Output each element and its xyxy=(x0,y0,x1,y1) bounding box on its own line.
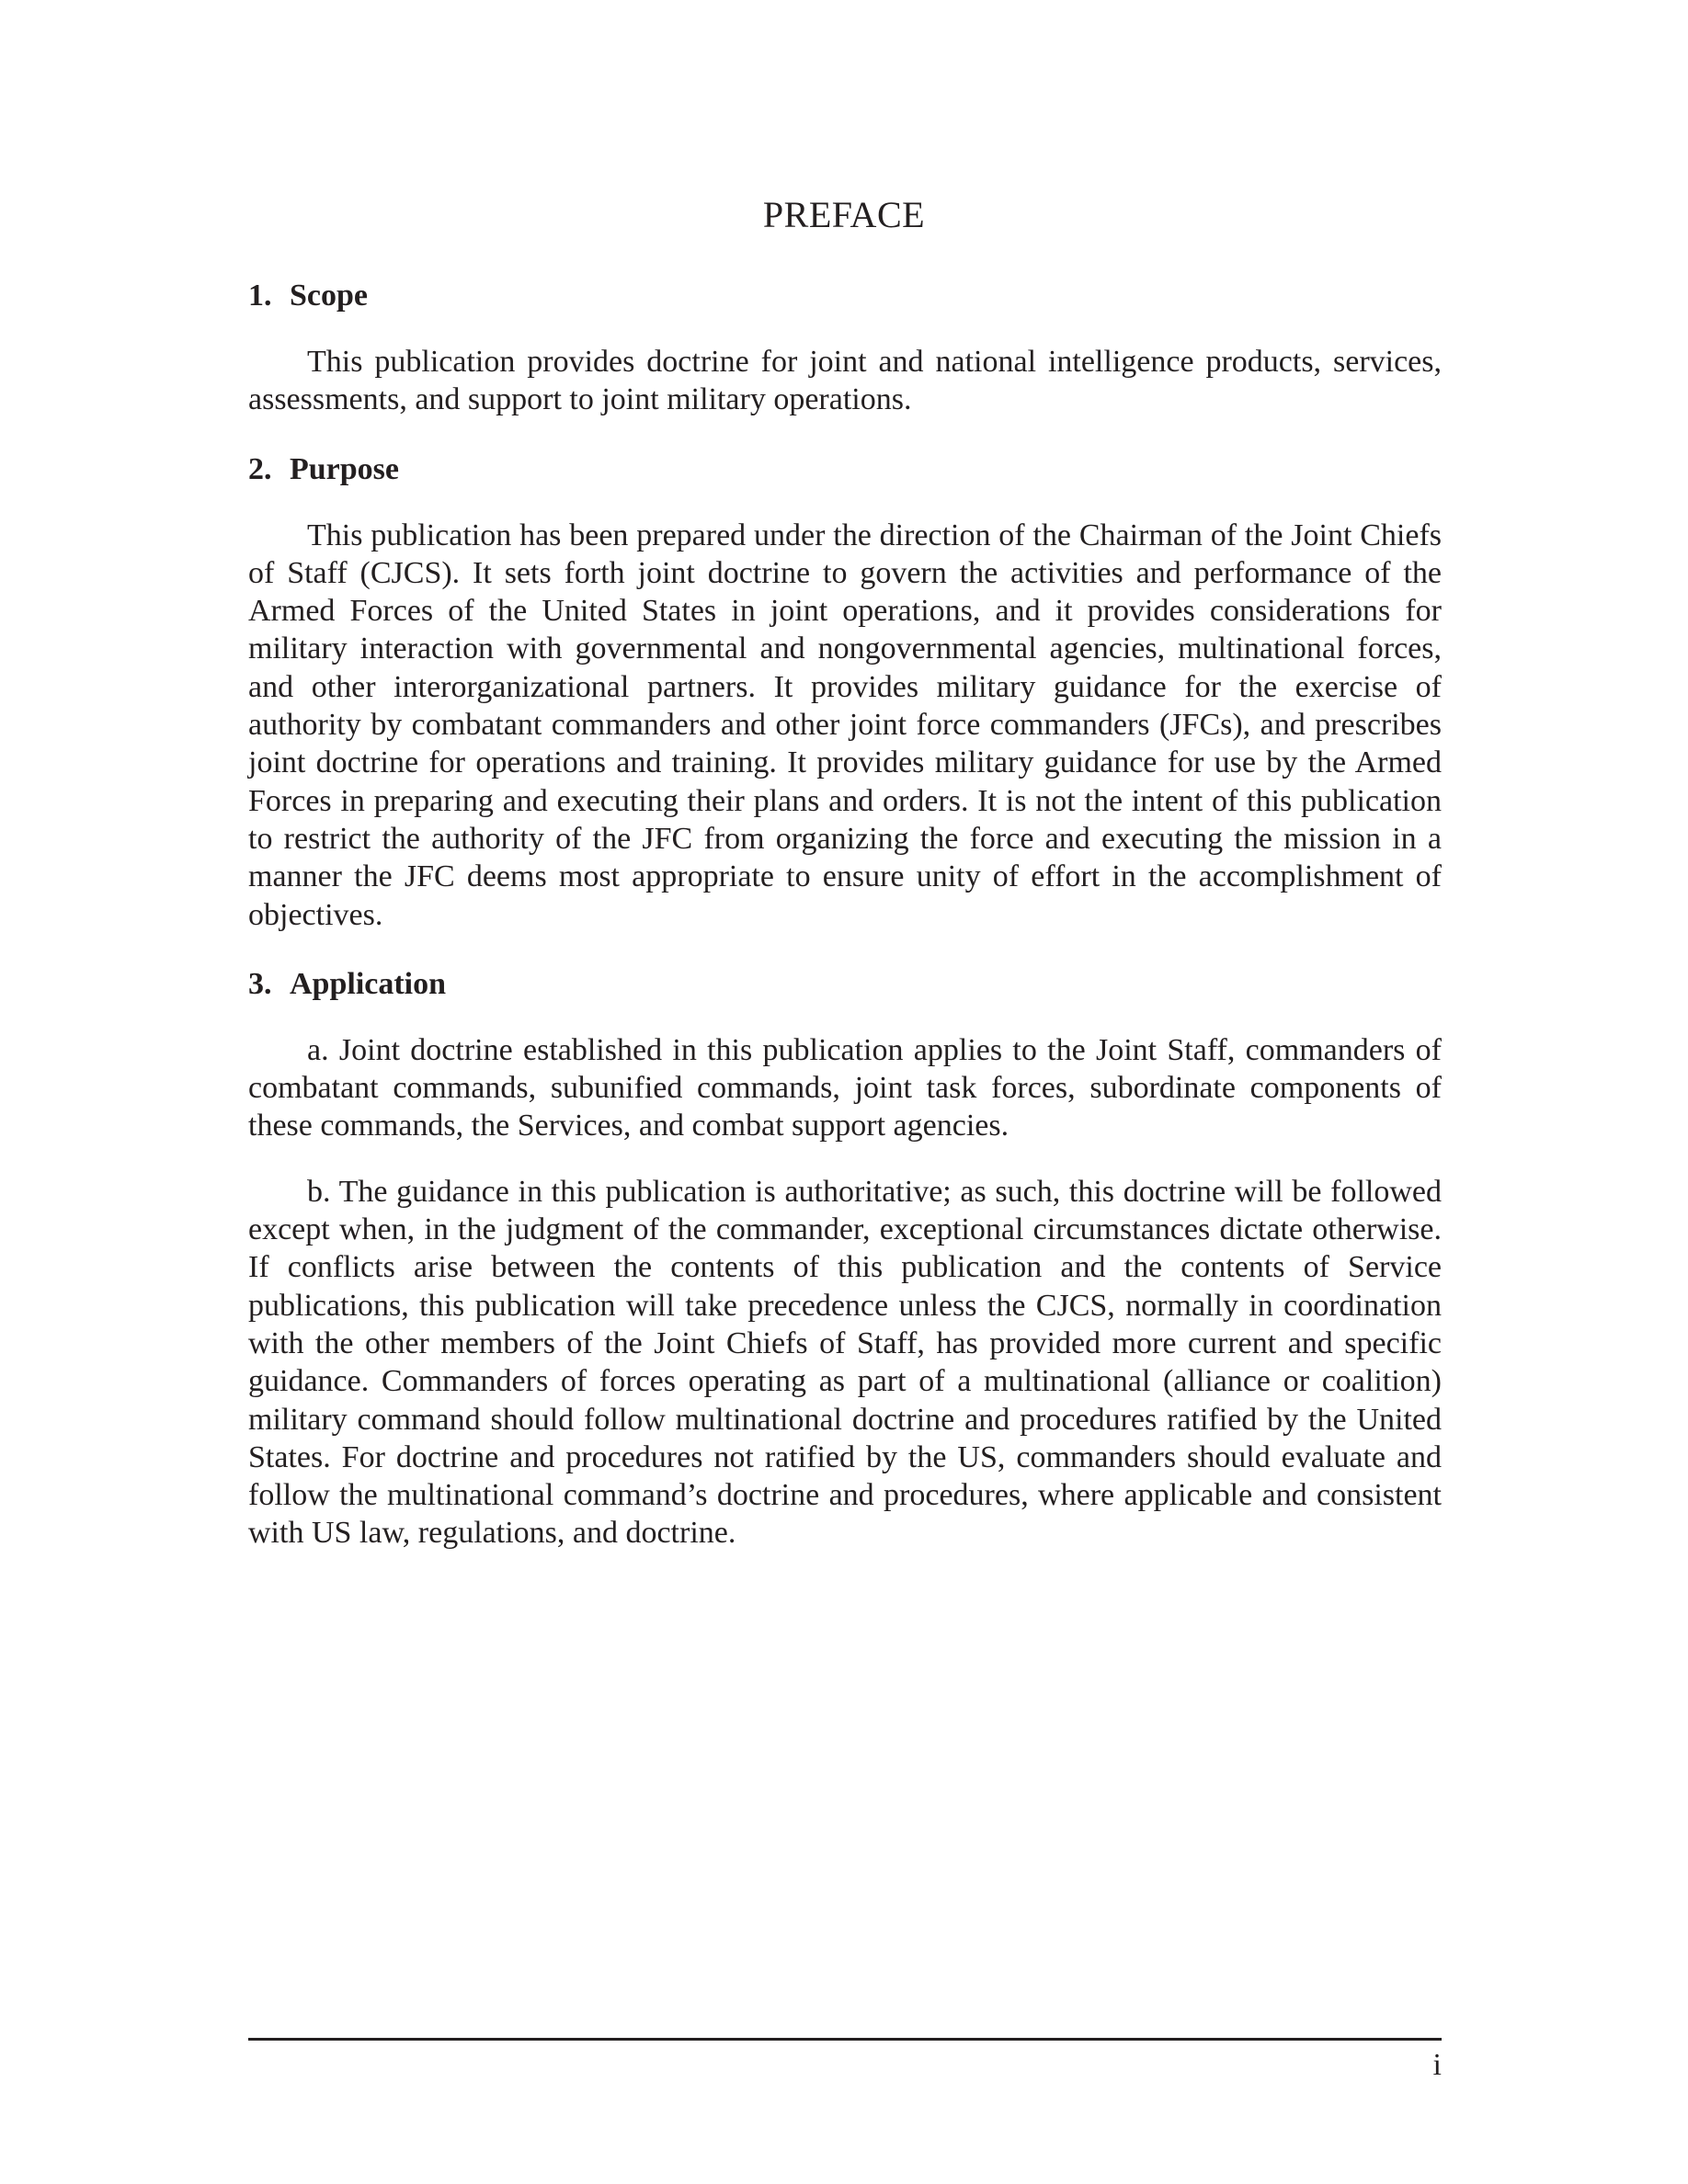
section-title: Purpose xyxy=(290,451,399,486)
document-body xyxy=(248,273,1442,1580)
section-heading xyxy=(248,273,1442,319)
section-number: 2. xyxy=(248,451,272,486)
application-paragraph-a xyxy=(248,1031,1442,1145)
footer-rule xyxy=(248,2038,1442,2041)
section-number: 3. xyxy=(248,966,272,1001)
section-scope xyxy=(248,273,1442,419)
scope-paragraph: This publication provides doctrine for joint and national intelligence products, services, assessments, and support to joint military operations. xyxy=(248,345,1442,417)
section-title: Application xyxy=(290,966,447,1001)
paragraph-letter: b. xyxy=(307,1174,331,1209)
section-title: Scope xyxy=(290,279,368,313)
section-application xyxy=(248,961,1442,1553)
section-number: 1. xyxy=(248,279,272,313)
page-title: PREFACE xyxy=(762,194,926,235)
section-purpose xyxy=(248,447,1442,934)
paragraph-text: Joint doctrine established in this publication applies to the Joint Staff, commanders of combatant commands, subunified commands, joint task forces, subordinate components of these commands, the Services, and combat support agencies. xyxy=(248,1032,1443,1143)
application-paragraph-b xyxy=(248,1173,1442,1553)
page-number: i xyxy=(1432,2048,1442,2082)
section-heading xyxy=(248,961,1442,1007)
purpose-paragraph: This publication has been prepared under the direction of the Chairman of the Joint Chiefs of Staff (CJCS). It sets forth joint doctrine to govern the activities and performance of the Armed Forces of the United States in joint operations, and it provides considerations for military interaction with governmental and nongovernmental agencies, multinational forces, and other interorganizational partners. It provides military guidance for the exercise of authority by combatant commanders and other joint force commanders (JFCs), and prescribes joint doctrine for operations and training. It provides military guidance for use by the Armed Forces in preparing and executing their plans and orders. It is not the intent of this publication to restrict the authority of the JFC from organizing the force and executing the mission in a manner the JFC deems most appropriate to ensure unity of effort in the accomplishment of objectives. xyxy=(248,518,1442,932)
section-heading xyxy=(248,447,1442,493)
paragraph-letter: a. xyxy=(307,1032,329,1067)
paragraph-text: The guidance in this publication is authoritative; as such, this doctrine will be followed except when, in the judgment of the commander, exceptional circumstances dictate otherwise. If conflicts arise between the contents of this publication and the contents of Service publications, this publication will take precedence unless the CJCS, normally in coordination with the other members of the Joint Chiefs of Staff, has provided more current and specific guidance. Commanders of forces operating as part of a multinational (alliance or coalition) military command should follow multinational doctrine and procedures ratified by the United States. For doctrine and procedures not ratified by the US, commanders should evaluate and follow the multinational command’s doctrine and procedures, where applicable and consistent with US law, regulations, and doctrine. xyxy=(248,1174,1443,1551)
